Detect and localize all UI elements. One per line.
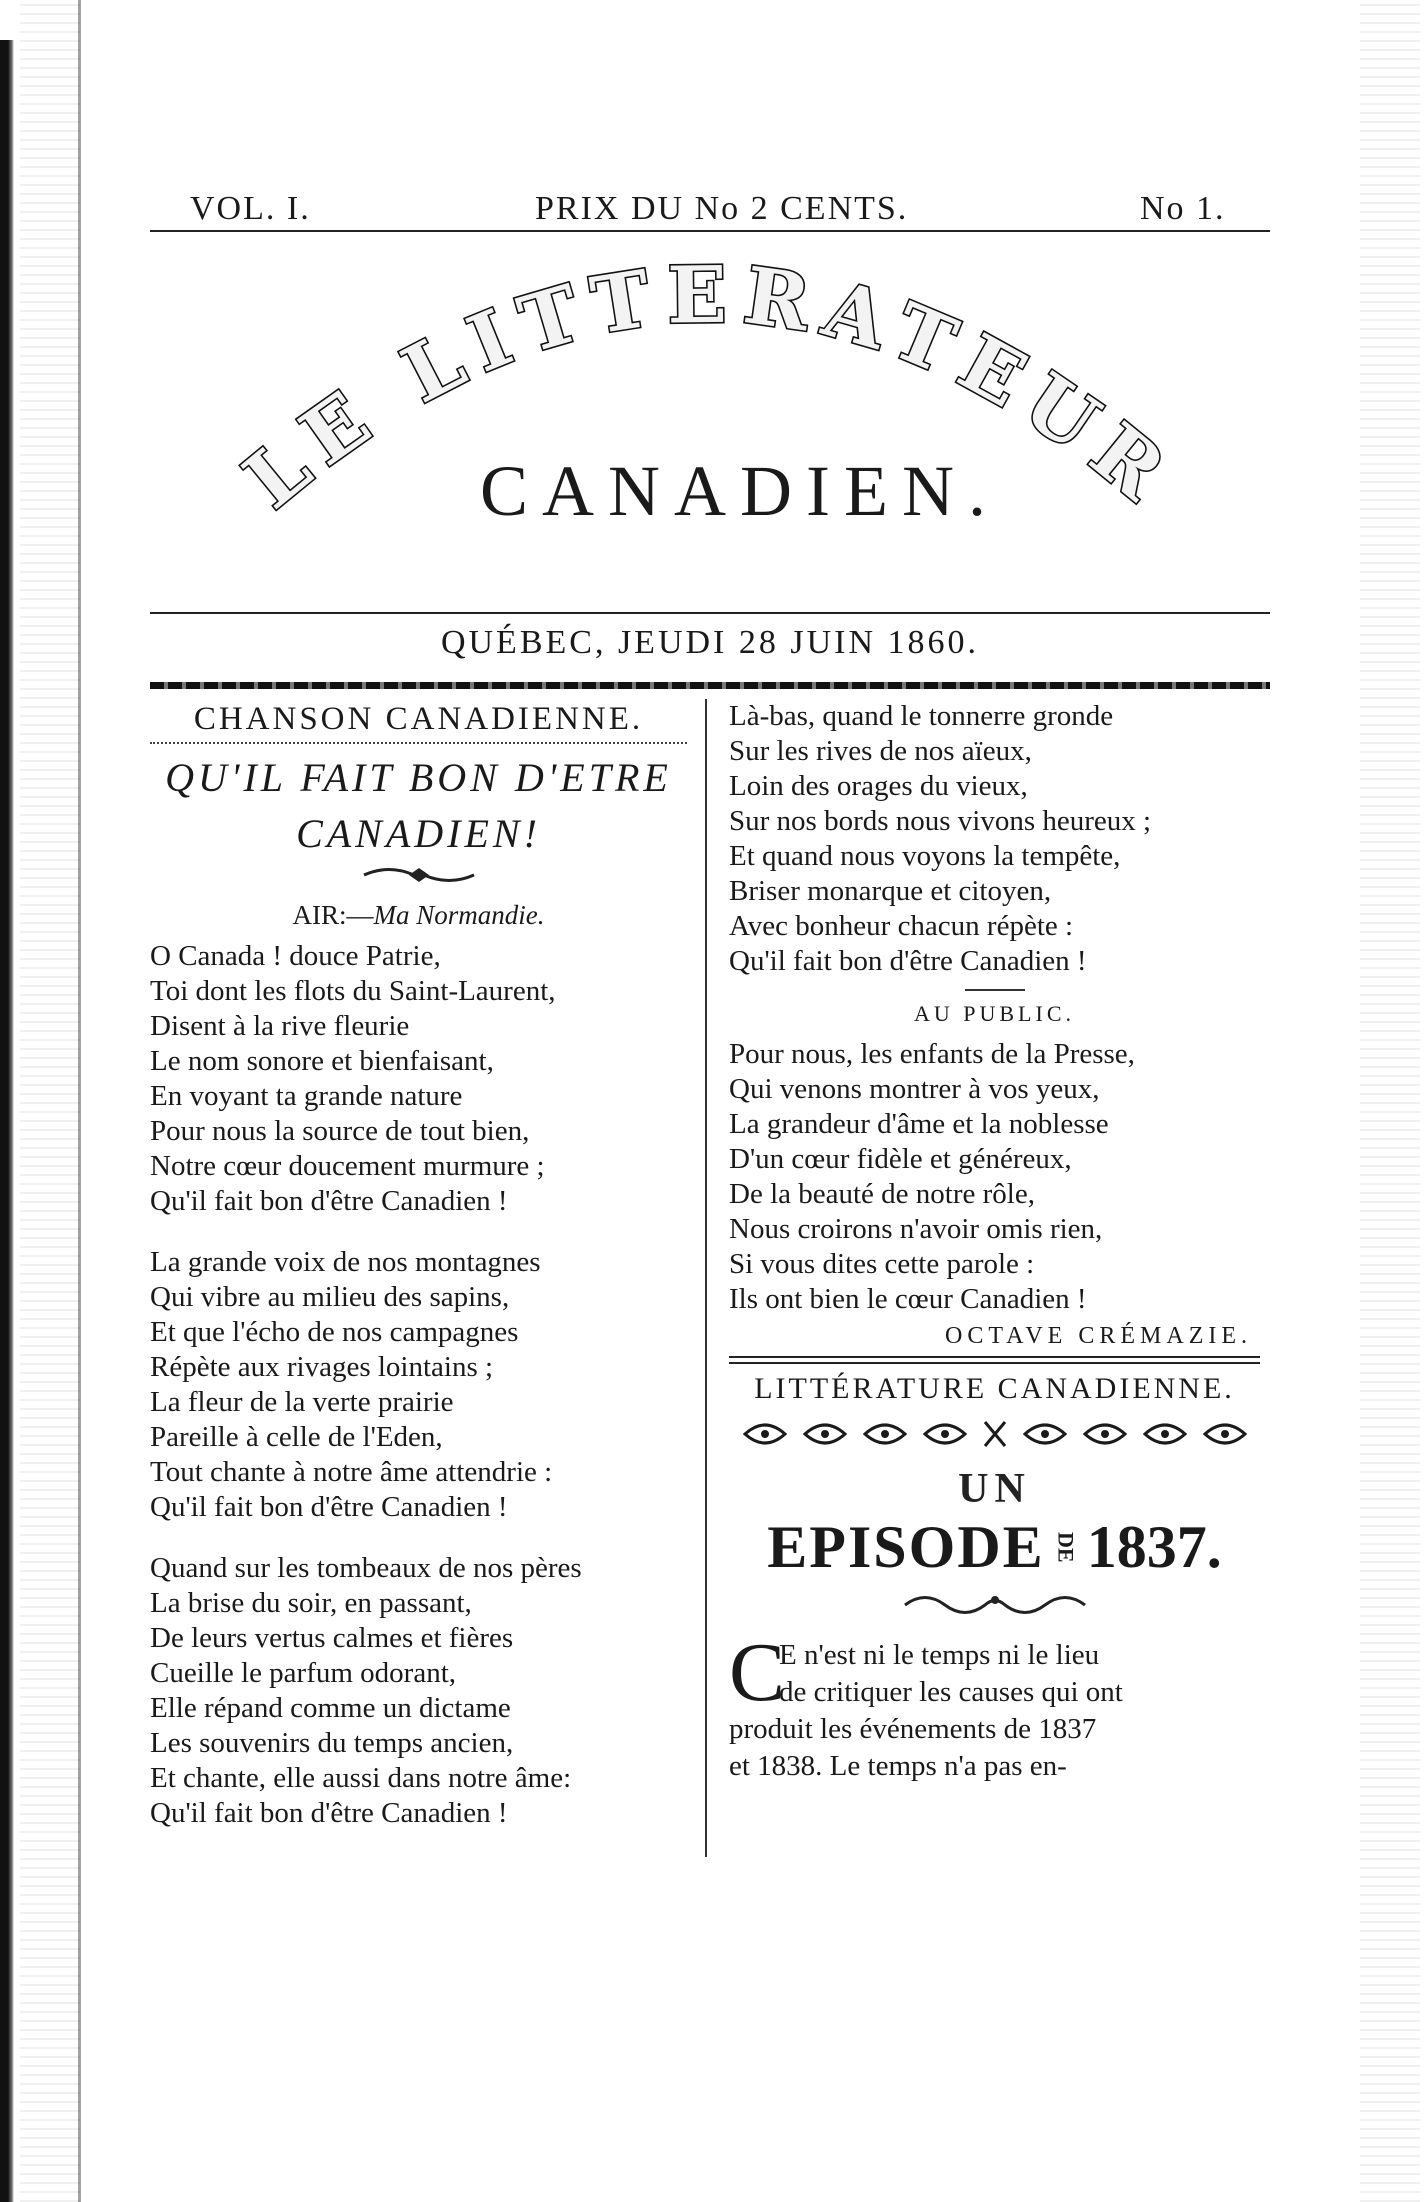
verse-line: Toi dont les flots du Saint-Laurent, bbox=[150, 975, 556, 1007]
prose-line: produit les événements de 1837 bbox=[729, 1713, 1097, 1745]
issue-header bbox=[150, 180, 1270, 230]
article-body bbox=[729, 1626, 1260, 1785]
left-column bbox=[150, 699, 705, 1857]
masthead-arch bbox=[150, 232, 1270, 612]
verse-line: Et que l'écho de nos campagnes bbox=[150, 1316, 519, 1348]
price-label: PRIX DU No 2 CENTS. bbox=[535, 190, 909, 227]
article-section-heading: LITTÉRATURE CANADIENNE. bbox=[754, 1372, 1235, 1405]
verse-line: Cueille le parfum odorant, bbox=[150, 1657, 457, 1689]
song-title-line2: CANADIEN! bbox=[296, 811, 541, 856]
verse-line: Les souvenirs du temps ancien, bbox=[150, 1727, 514, 1759]
verse-line: Qu'il fait bon d'être Canadien ! bbox=[150, 1491, 508, 1523]
verse-line: De la beauté de notre rôle, bbox=[729, 1178, 1035, 1210]
verse-line: En voyant ta grande nature bbox=[150, 1080, 463, 1112]
verse-line: La brise du soir, en passant, bbox=[150, 1587, 472, 1619]
verse-line: Répète aux rivages lointains ; bbox=[150, 1351, 494, 1383]
verse-line: Elle répand comme un dictame bbox=[150, 1692, 511, 1724]
author-signature: OCTAVE CRÉMAZIE. bbox=[945, 1323, 1252, 1349]
verse-line: Qu'il fait bon d'être Canadien ! bbox=[150, 1185, 508, 1217]
au-public-heading: AU PUBLIC. bbox=[913, 1001, 1075, 1026]
ornament-band-icon bbox=[735, 1414, 1255, 1454]
article-title bbox=[729, 1513, 1260, 1582]
verse-line: Qui vibre au milieu des sapins, bbox=[150, 1281, 510, 1313]
stanza-2 bbox=[150, 1245, 687, 1525]
issue-number: No 1. bbox=[1140, 190, 1226, 227]
scan-noise-left bbox=[20, 0, 80, 2202]
stanza-4 bbox=[729, 699, 1260, 979]
verse-line: Avec bonheur chacun répète : bbox=[729, 910, 1074, 942]
verse-line: De leurs vertus calmes et fières bbox=[150, 1622, 514, 1654]
article-un: UN bbox=[958, 1466, 1031, 1512]
title-flourish bbox=[729, 1588, 1260, 1627]
article-title-year: 1837. bbox=[1086, 1514, 1222, 1580]
flourish-icon bbox=[895, 1588, 1095, 1622]
verse-line: Si vous dites cette parole : bbox=[729, 1248, 1035, 1280]
air-tune: Ma Normandie. bbox=[373, 900, 545, 930]
verse-line: Briser monarque et citoyen, bbox=[729, 875, 1052, 907]
verse-line: Sur nos bords nous vivons heureux ; bbox=[729, 805, 1152, 837]
au-public-poem bbox=[729, 1037, 1260, 1317]
verse-line: Quand sur les tombeaux de nos pères bbox=[150, 1552, 582, 1584]
prose-line: et 1838. Le temps n'a pas en- bbox=[729, 1750, 1067, 1782]
prose-line: de critiquer les causes qui ont bbox=[779, 1676, 1123, 1708]
newspaper-page bbox=[150, 180, 1270, 1857]
verse-line: Qu'il fait bon d'être Canadien ! bbox=[729, 945, 1087, 977]
volume-label: VOL. I. bbox=[190, 190, 311, 227]
verse-line: Pour nous la source de tout bien, bbox=[150, 1115, 530, 1147]
verse-line: O Canada ! douce Patrie, bbox=[150, 940, 441, 972]
song-section-heading: CHANSON CANADIENNE. bbox=[193, 701, 644, 737]
air-prefix: AIR:— bbox=[292, 900, 374, 930]
double-rule bbox=[729, 1356, 1260, 1364]
scan-noise-right bbox=[1360, 0, 1420, 2202]
verse-line: Pour nous, les enfants de la Presse, bbox=[729, 1038, 1135, 1070]
verse-line: Ils ont bien le cœur Canadien ! bbox=[729, 1283, 1087, 1315]
verse-line: Loin des orages du vieux, bbox=[729, 770, 1028, 802]
verse-line: Qui venons montrer à vos yeux, bbox=[729, 1073, 1100, 1105]
dotted-rule bbox=[150, 742, 687, 744]
right-column bbox=[705, 699, 1260, 1857]
ornamental-rule bbox=[150, 682, 1270, 689]
verse-line: La grande voix de nos montagnes bbox=[150, 1246, 541, 1278]
masthead bbox=[150, 232, 1270, 612]
air-line bbox=[150, 900, 687, 931]
verse-line: La grandeur d'âme et la noblesse bbox=[729, 1108, 1109, 1140]
verse-line: Sur les rives de nos aïeux, bbox=[729, 735, 1032, 767]
verse-line: Nous croirons n'avoir omis rien, bbox=[729, 1213, 1103, 1245]
verse-line: Et chante, elle aussi dans notre âme: bbox=[150, 1762, 572, 1794]
verse-line: Et quand nous voyons la tempête, bbox=[729, 840, 1121, 872]
verse-line: Disent à la rive fleurie bbox=[150, 1010, 410, 1042]
verse-line: D'un cœur fidèle et généreux, bbox=[729, 1143, 1072, 1175]
article-title-episode: EPISODE bbox=[767, 1514, 1045, 1580]
masthead-arched-title: LE LITTERATEUR bbox=[227, 249, 1193, 527]
verse-line: Notre cœur doucement murmure ; bbox=[150, 1150, 545, 1182]
verse-line: La fleur de la verte prairie bbox=[150, 1386, 454, 1418]
article-title-de: DE bbox=[1053, 1532, 1079, 1563]
dateline: QUÉBEC, JEUDI 28 JUIN 1860. bbox=[440, 624, 980, 661]
columns bbox=[150, 699, 1270, 1857]
drop-cap: C bbox=[729, 1626, 786, 1719]
flourish-ornament bbox=[150, 862, 687, 894]
flourish-icon bbox=[359, 862, 479, 888]
short-rule bbox=[965, 989, 1025, 991]
song-title-line1: QU'IL FAIT BON D'ETRE bbox=[165, 755, 672, 800]
stanza-3 bbox=[150, 1551, 687, 1831]
masthead-subtitle: CANADIEN. bbox=[480, 451, 1000, 531]
stanza-1 bbox=[150, 939, 687, 1219]
verse-line: Qu'il fait bon d'être Canadien ! bbox=[150, 1797, 508, 1829]
prose-line: E n'est ni le temps ni le lieu bbox=[779, 1639, 1100, 1671]
verse-line: Tout chante à notre âme attendrie : bbox=[150, 1456, 553, 1488]
page-binding-edge bbox=[0, 40, 14, 2202]
ornament-band bbox=[729, 1414, 1260, 1459]
verse-line: Pareille à celle de l'Eden, bbox=[150, 1421, 443, 1453]
verse-line: Là-bas, quand le tonnerre gronde bbox=[729, 700, 1114, 732]
verse-line: Le nom sonore et bienfaisant, bbox=[150, 1045, 494, 1077]
